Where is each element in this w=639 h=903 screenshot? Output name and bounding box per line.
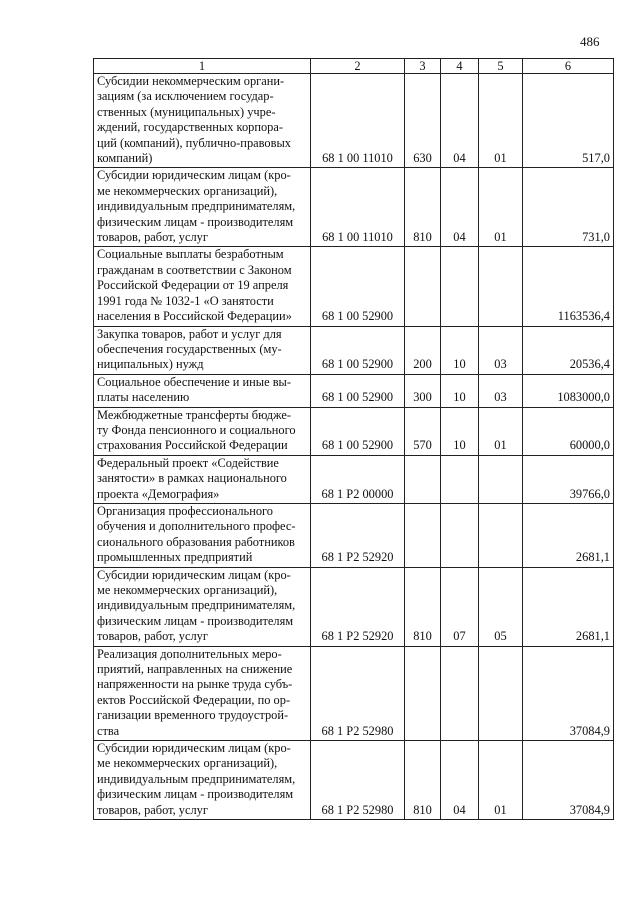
description-line: Социальные выплаты безработным [97, 247, 284, 262]
section-code [441, 646, 479, 740]
description-line: товаров, работ, услуг [97, 802, 208, 817]
subsection-code [479, 455, 523, 503]
description-line: товаров, работ, услуг [97, 230, 208, 245]
description-line: товаров, работ, услуг [97, 629, 208, 644]
section-code: 10 [441, 326, 479, 374]
budget-table [93, 58, 614, 820]
section-code [441, 503, 479, 567]
budget-code: 68 1 00 52900 [311, 247, 405, 326]
amount: 2681,1 [523, 503, 614, 567]
subsection-code: 01 [479, 168, 523, 247]
row-description [94, 503, 311, 567]
expense-type: 630 [405, 74, 441, 168]
row-description [94, 455, 311, 503]
description-line: ждений, государственных корпора- [97, 120, 283, 135]
description-line: страхования Российской Федерации [97, 438, 288, 453]
table-header-row [94, 59, 614, 74]
column-header-5: 5 [479, 59, 523, 74]
row-description [94, 168, 311, 247]
subsection-code [479, 503, 523, 567]
description-line: Закупка товаров, работ и услуг для [97, 326, 282, 341]
description-line: ме некоммерческих организаций), [97, 183, 278, 198]
description-line: ства [97, 723, 120, 738]
description-line: ектов Российской Федерации, по ор- [97, 692, 291, 707]
description-line: Федеральный проект «Содействие [97, 455, 279, 470]
budget-code: 68 1 P2 52980 [311, 741, 405, 820]
column-header-6: 6 [523, 59, 614, 74]
row-description [94, 247, 311, 326]
description-line: ганизации временного трудоустрой- [97, 708, 289, 723]
budget-code: 68 1 00 52900 [311, 407, 405, 455]
description-line: компаний) [97, 151, 153, 166]
description-line: сионального образования работников [97, 534, 295, 549]
amount: 2681,1 [523, 567, 614, 646]
section-code: 10 [441, 407, 479, 455]
description-line: промышленных предприятий [97, 550, 253, 565]
table-row [94, 503, 614, 567]
table-row [94, 374, 614, 407]
amount: 37084,9 [523, 741, 614, 820]
description-line: физическим лицам - производителям [97, 787, 294, 802]
amount: 731,0 [523, 168, 614, 247]
subsection-code [479, 646, 523, 740]
subsection-code: 05 [479, 567, 523, 646]
description-line: Российской Федерации от 19 апреля [97, 278, 289, 293]
amount: 39766,0 [523, 455, 614, 503]
expense-type: 300 [405, 374, 441, 407]
table-row [94, 646, 614, 740]
description-line: Субсидии юридическим лицам (кро- [97, 168, 291, 183]
description-line: физическим лицам - производителям [97, 214, 294, 229]
row-description [94, 74, 311, 168]
table-row [94, 407, 614, 455]
row-description [94, 646, 311, 740]
table-row [94, 74, 614, 168]
expense-type [405, 646, 441, 740]
row-description [94, 741, 311, 820]
description-line: зациям (за исключением государ- [97, 89, 274, 104]
amount: 37084,9 [523, 646, 614, 740]
table-row [94, 741, 614, 820]
description-line: ме некоммерческих организаций), [97, 583, 278, 597]
row-description [94, 567, 311, 646]
amount: 1163536,4 [523, 247, 614, 326]
description-line: Субсидии юридическим лицам (кро- [97, 567, 291, 582]
table-body [94, 74, 614, 820]
expense-type: 570 [405, 407, 441, 455]
section-code [441, 247, 479, 326]
description-line: Субсидии некоммерческим органи- [97, 74, 285, 88]
description-line: Субсидии юридическим лицам (кро- [97, 741, 291, 756]
description-line: 1991 года № 1032-1 «О занятости [97, 293, 274, 308]
description-line: Организация профессионального [97, 503, 273, 518]
amount: 517,0 [523, 74, 614, 168]
column-header-4: 4 [441, 59, 479, 74]
description-line: ций (компаний), публично-правовых [97, 135, 291, 150]
subsection-code: 03 [479, 326, 523, 374]
budget-code: 68 1 P2 52980 [311, 646, 405, 740]
table-row [94, 567, 614, 646]
description-line: ниципальных) нужд [97, 357, 204, 372]
description-line: приятий, направленных на снижение [97, 662, 293, 677]
section-code: 04 [441, 74, 479, 168]
subsection-code: 03 [479, 374, 523, 407]
section-code: 04 [441, 741, 479, 820]
description-line: населения в Российской Федерации» [97, 309, 292, 324]
description-line: напряженности на рынке труда субъ- [97, 677, 293, 692]
table-row [94, 168, 614, 247]
expense-type [405, 455, 441, 503]
description-line: гражданам в соответствии с Законом [97, 262, 292, 277]
amount: 1083000,0 [523, 374, 614, 407]
budget-code: 68 1 P2 00000 [311, 455, 405, 503]
column-header-2: 2 [311, 59, 405, 74]
subsection-code [479, 247, 523, 326]
row-description [94, 407, 311, 455]
budget-code: 68 1 00 11010 [311, 74, 405, 168]
description-line: индивидуальным предпринимателям, [97, 598, 296, 613]
amount: 60000,0 [523, 407, 614, 455]
description-line: Реализация дополнительных меро- [97, 646, 282, 661]
section-code: 10 [441, 374, 479, 407]
description-line: проекта «Демография» [97, 486, 220, 501]
subsection-code: 01 [479, 74, 523, 168]
table-row [94, 455, 614, 503]
description-line: физическим лицам - производителям [97, 613, 294, 628]
budget-code: 68 1 00 11010 [311, 168, 405, 247]
row-description [94, 374, 311, 407]
description-line: Межбюджетные трансферты бюдже- [97, 407, 292, 422]
section-code [441, 455, 479, 503]
description-line: индивидуальным предпринимателям, [97, 199, 296, 214]
column-header-1: 1 [94, 59, 311, 74]
description-line: индивидуальным предпринимателям, [97, 771, 296, 786]
description-line: обучения и дополнительного профес- [97, 519, 296, 534]
subsection-code: 01 [479, 741, 523, 820]
table-row [94, 247, 614, 326]
amount: 20536,4 [523, 326, 614, 374]
budget-code: 68 1 P2 52920 [311, 503, 405, 567]
description-line: Социальное обеспечение и иные вы- [97, 374, 292, 389]
column-header-3: 3 [405, 59, 441, 74]
table-row [94, 326, 614, 374]
page-number: 486 [580, 34, 600, 49]
description-line: занятости» в рамках национального [97, 471, 287, 486]
subsection-code: 01 [479, 407, 523, 455]
expense-type: 810 [405, 567, 441, 646]
budget-code: 68 1 00 52900 [311, 374, 405, 407]
budget-code: 68 1 00 52900 [311, 326, 405, 374]
expense-type: 810 [405, 741, 441, 820]
expense-type: 810 [405, 168, 441, 247]
description-line: ственных (муниципальных) учре- [97, 104, 276, 119]
expense-type [405, 247, 441, 326]
row-description [94, 326, 311, 374]
description-line: ту Фонда пенсионного и социального [97, 422, 296, 437]
section-code: 04 [441, 168, 479, 247]
description-line: платы населению [97, 390, 190, 405]
expense-type: 200 [405, 326, 441, 374]
budget-code: 68 1 P2 52920 [311, 567, 405, 646]
section-code: 07 [441, 567, 479, 646]
description-line: ме некоммерческих организаций), [97, 756, 278, 771]
description-line: обеспечения государственных (му- [97, 341, 282, 356]
expense-type [405, 503, 441, 567]
